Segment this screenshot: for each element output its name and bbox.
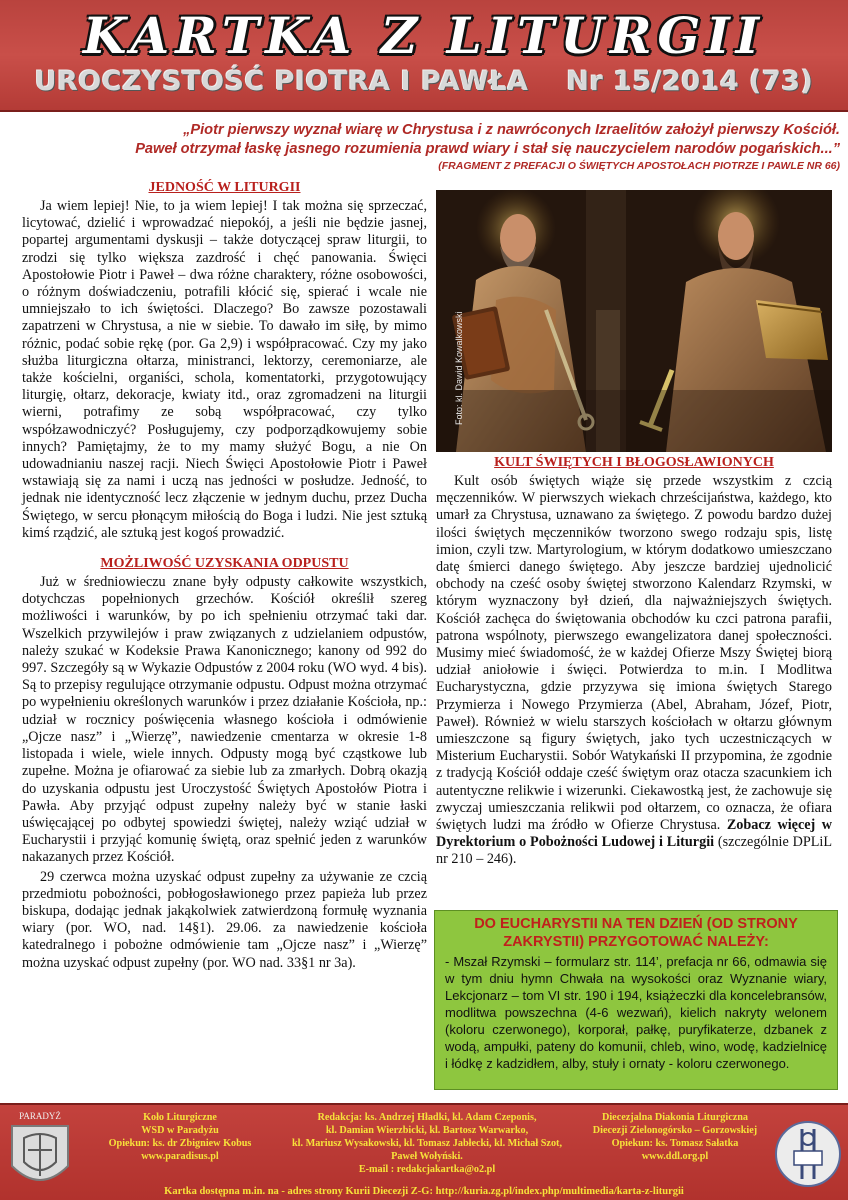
- footer-availability-line[interactable]: Kartka dostępna m.in. na - adres strony Kurii Diecezji Z-G: http://kuria.zg.pl/index.php/multimedia/karta-z-liturgii: [164, 1186, 684, 1197]
- left-column: [22, 180, 427, 972]
- footer-left-line: Opiekun: ks. dr Zbigniew Kobus: [108, 1138, 252, 1149]
- footer-left-block: [90, 1111, 270, 1163]
- section-title-unity: JEDNOŚĆ W LITURGII: [148, 180, 301, 195]
- masthead-banner: [0, 0, 848, 112]
- apostles-statues-photo: [436, 190, 832, 452]
- section-text-unity: Ja wiem lepiej! Nie, to ja wiem lepiej! I tak można się sprzeczać, licytować, dzielić i wprowadzać niepokój, a jeśli nie będzie jasnej, popartej argumentami dyskusji – także dotyczącej spraw liturgii, to zrodzi się tylko większa zazdrość i chęć panowania. Święci Apostołowie Piotr i Paweł – dwa różne charaktery, różne osobowości, o różnym doświadczeniu, potrafili kłócić się, spierać i wcale nie umniejszało to ich świętości. Dlaczego? Bo zawsze pozostawali zapatrzeni w Chrystusa, a nie w siebie. To dawało im siłę, by mimo różnic, podać sobie rękę (por. Ga 2,9) i współpracować. Czy my jako służba liturgiczna ołtarza, ministranci, lektorzy, ceremoniarze, ale także kościelni, organiści, schola, komentatorki, przygotowujący liturgię, ołtarz, dekoracje, kwiaty itd., oraz zgromadzeni na liturgii wierni, potrafimy ze sobą współpracować, czy tylko współzawodniczyć? Posługujemy, czy podporządkowujemy sobie innych? Pamiętajmy, że to my mamy służyć Bogu, a nie On udowadnianiu naszej racji. Niech Święci Apostołowie Piotr i Paweł wstawiają się za nami i uczą nas jedności w posłudze. Jedność, to jednak nie identyczność lecz złączenie w jednym duchu, przez Ducha Świętego, w sercu płonącym miłością do Boga i ludzi. Nie jest sztuką kimś rządzić, ale sztuką jest kogoś prowadzić.: [22, 198, 427, 541]
- footer-left-line: Koło Liturgiczne: [143, 1112, 217, 1123]
- footer-left-link[interactable]: www.paradisus.pl: [141, 1151, 219, 1162]
- footer: [0, 1103, 848, 1200]
- feast-name: UROCZYSTOŚĆ PIOTRA I PAWŁA: [34, 66, 529, 97]
- footer-email[interactable]: E-mail : redakcjakartka@o2.pl: [358, 1164, 496, 1175]
- section-text-indulgence-1: Już w średniowieczu znane były odpusty całkowite wszystkich, dotychczas popełnionych grzechów. Kościół określił szereg możliwości i warunków, by po ich spełnieniu otrzymać taki dar. Wszelkich przywilejów i praw związanych z udzielaniem odpustów, należy szukać w Kodeksie Prawa Kanonicznego; kanony od 992 do 997. Szczegóły są w Wykazie Odpustów z 2004 roku (WO wyd. 4 bis). Są to przepisy regulujące otrzymanie odpustu. Odpust można otrzymać po wypełnieniu określonych warunków i przez działanie Kościoła, np.: udział w rocznicy poświęcenia własnego kościoła i odmówienie „Ojcze nasz” i „Wierzę”, nawiedzenie cmentarza w okresie 1-8 listopada i wiele, wiele innych. Odpusty mogą być cząstkowe lub zupełne. Można je ofiarować za siebie lub za zmarłych. Dobrą okazją do uzyskania odpustu jest Uroczystość Świętych Apostołów Piotra i Pawła. Aby przyjąć odpust zupełny należy być w stanie łaski uświęcającej po odbytej spowiedzi świętej, należy wziąć udział w Eucharystii i przyjąć komunię świętą, oraz spełnić jeden z warunków nakazanych przez Kościół.: [22, 574, 427, 866]
- section-title-saints: KULT ŚWIĘTYCH I BŁOGOSŁAWIONYCH: [494, 455, 774, 470]
- footer-right-block: [580, 1111, 770, 1163]
- paradyz-seminary-logo: [4, 1108, 76, 1198]
- footer-middle-block: [282, 1111, 572, 1176]
- preface-quote: [24, 121, 840, 173]
- right-column: [436, 190, 832, 869]
- footer-left-line: WSD w Paradyżu: [141, 1125, 219, 1136]
- saints-text-tail: (szczególnie DPLiL nr 210 – 246).: [436, 834, 833, 868]
- section-title-indulgence: MOŻLIWOŚĆ UZYSKANIA ODPUSTU: [100, 556, 349, 572]
- footer-editors-line: Redakcja: ks. Andrzej Hładki, kl. Adam Czeponis,: [317, 1112, 537, 1123]
- footer-right-line: Diecezji Zielonogórsko – Gorzowskiej: [592, 1125, 758, 1136]
- statues-illustration: [436, 190, 832, 452]
- quote-line-2: Paweł otrzymał łaskę jasnego rozumienia prawd wiary i stał się nauczycielem narodów pogańskich...”: [135, 141, 840, 157]
- footer-editors-line: kl. Mariusz Wysakowski, kl. Tomasz Jabłecki, kl. Michał Szot,: [291, 1138, 562, 1149]
- footer-right-line: Diecezjalna Diakonia Liturgiczna: [601, 1112, 748, 1123]
- saints-text-bold: Zobacz więcej w Dyrektorium o Pobożności Ludowej i Liturgii: [436, 817, 832, 851]
- footer-editors-line: kl. Damian Wierzbicki, kl. Bartosz Warwarko,: [325, 1125, 529, 1136]
- footer-right-line: Opiekun: ks. Tomasz Sałatka: [611, 1138, 739, 1149]
- section-text-saints: [436, 473, 832, 869]
- footer-right-link[interactable]: www.ddl.org.pl: [641, 1151, 709, 1162]
- preparation-heading: DO EUCHARYSTII NA TEN DZIEŃ (OD STRONY ZAKRYSTII) PRZYGOTOWAĆ NALEŻY:: [474, 916, 798, 950]
- quote-line-1: „Piotr pierwszy wyznał wiarę w Chrystusa i z nawróconych Izraelitów założył pierwszy Kościół.: [183, 122, 840, 138]
- masthead-title: KARTKA Z LITURGII: [82, 6, 766, 65]
- preparation-list: - Mszał Rzymski – formularz str. 114’, prefacja nr 66, odmawia się w tym dniu hymn Chwała na wysokości oraz Wyznanie wiary, Lekcjonarz – tom VI str. 190 i 194, książeczki dla koncelebransów, modlitwa powszechna (4-6 wezwań), kielich nakryty welonem (koloru czerwonego), korporał, pałkę, puryfikaterze, dzbanek z wodą, ampułki, pateny do komunii, chleb, wino, wodę, kadzielnicę i łódkę z kadzidłem, alby, stuły i ornaty - koloru czerwonego.: [445, 954, 827, 1071]
- quote-source: (FRAGMENT Z PREFACJI O ŚWIĘTYCH APOSTOŁACH PIOTRZE I PAWLE NR 66): [438, 160, 840, 172]
- saints-text-main: Kult osób świętych wiąże się przede wszystkim z czcią męczenników. W pierwszych wiekach chrześcijaństwa, każdego, kto umarł za Chrystusa, uznawano za świętego. Z powodu bardzo dużej ilości świętych męczenników tworzono swego rodzaju spis, listę imion, czyli tzw. Martyrologium, w którym dodatkowo umieszczano datę śmierci danego świętego. Aby jeszcze bardziej ujednolicić obchody na cześć osoby świętej stworzono Kalendarz Rzymski, w którym wyznaczony był dzień, dla najważniejszych świętych. Kościół zachęca do świętowania obchodów ku czci patrona parafii, patrona wspólnoty, pierwszego ewangelizatora danej społeczności. Musimy mieć świadomość, że w każdej Ofierze Mszy Świętej biorą udział aniołowie i święci. Potwierdza to m.in. I Modlitwa Eucharystyczna, gdzie przyzywa się imiona świętych Starego Przymierza i Nowego Przymierza (Abel, Abraham, Józef, Piotr, Paweł). Również w wielu starszych kościołach w ołtarzu głównym umieszczone są figury świętych, jako tych uczestniczących w Misterium Eucharystii. Sobór Watykański II przypomina, że zgodnie z tradycją Kościół oddaje cześć świętym oraz otacza szacunkiem ich autentyczne relikwie i wizerunki. Ciekawostką jest, że zachowuje się zwyczaj umieszczania relikwii pod ołtarzem, co oznacza, że ofiara świętych ludzi ma źródło w Ofierze Chrystusa.: [436, 473, 832, 834]
- section-text-indulgence-2: 29 czerwca można uzyskać odpust zupełny za używanie ze czcią przedmiotu pobożności, pobłogosławionego przez papieża lub przez biskupa, dodając jednak jakąkolwiek zatwierdzoną formułę wyznania wiary (por. WO, nad. 14§1). 29.06. za nawiedzenie kościoła katedralnego i pobożne odmówienie tam „Ojcze nasz” i „Wierzę” można uzyskać odpust zupełny (por. WO nad. 33§1 nr 3a).: [22, 868, 427, 971]
- footer-editors-line: Paweł Wołyński.: [391, 1151, 463, 1162]
- preparation-box: [434, 910, 838, 1090]
- photo-credit: Foto: kl. Dawid Kowalkowski: [454, 311, 464, 425]
- issue-subtitle: [0, 66, 848, 97]
- paradyz-logo-caption: PARADYŻ: [19, 1111, 61, 1121]
- issue-number: Nr 15/2014 (73): [566, 66, 814, 97]
